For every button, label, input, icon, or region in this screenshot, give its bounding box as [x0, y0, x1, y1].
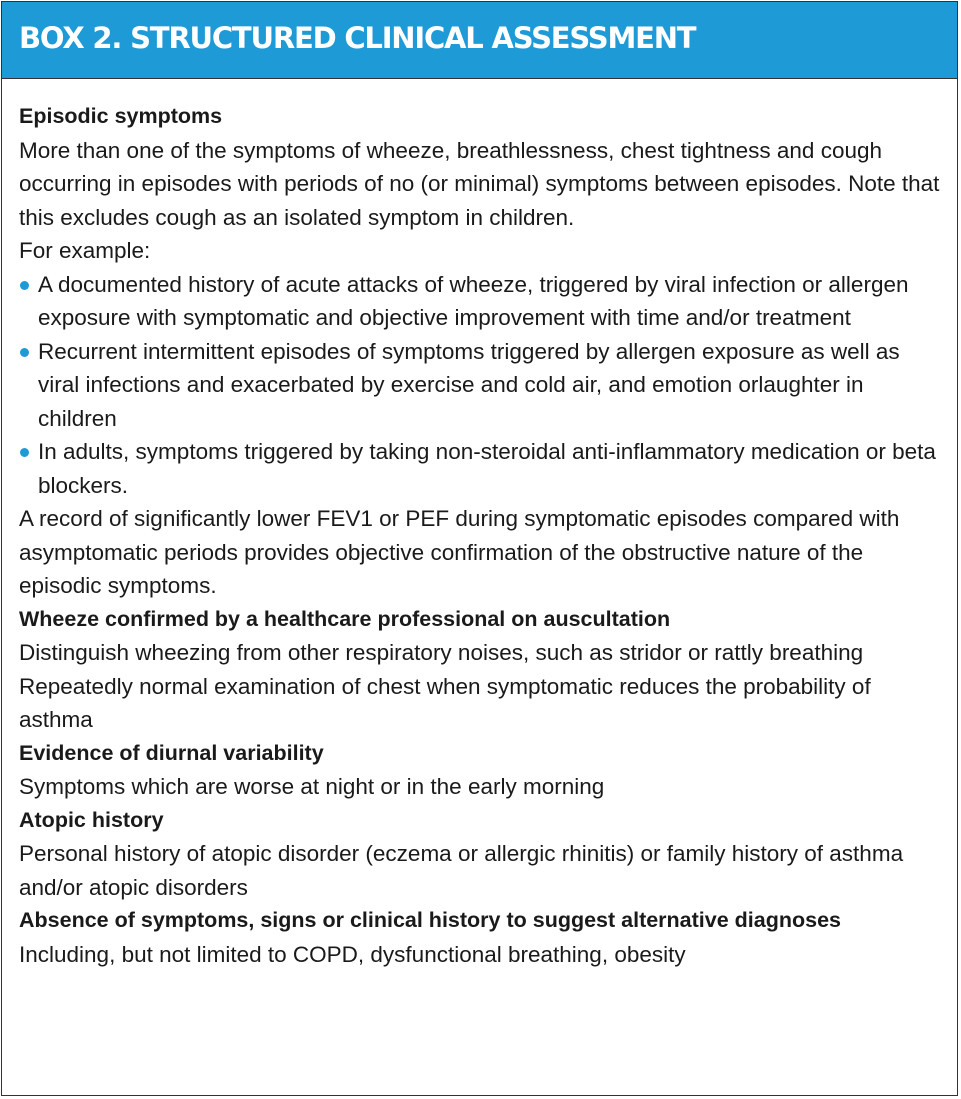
episodic-description: More than one of the symptoms of wheeze, breathlessness, chest tightness and cough occurring in episodes with periods of no (or minimal) symptoms between episodes. Note that this excludes cough as an isolated symptom in children.: [19, 137, 940, 230]
absence-text: Including, but not limited to COPD, dysfunctional breathing, obesity: [19, 941, 686, 967]
example-intro: For example:: [19, 238, 151, 263]
episodic-heading: Episodic symptoms: [19, 104, 223, 128]
list-item-text: In adults, symptoms triggered by taking non-steroidal anti-inflammatory medication or beta blockers.: [38, 439, 936, 498]
box-header: [2, 2, 957, 79]
example-list: [19, 268, 943, 503]
list-item: [19, 435, 943, 502]
atopic-heading: Atopic history: [19, 807, 164, 832]
atopic-text: Personal history of atopic disorder (eczema or allergic rhinitis) or family history of asthma and/or atopic disorders: [19, 841, 904, 900]
wheeze-line: Distinguish wheezing from other respiratory noises, such as stridor or rattly breathing: [19, 640, 864, 665]
bullet-dot-icon: [20, 281, 29, 290]
list-item: [19, 335, 943, 436]
list-item-text: Recurrent intermittent episodes of symptoms triggered by allergen exposure as well as viral infections and exacerbated by exercise and cold air, and emotion orlaughter in children: [38, 338, 900, 431]
list-item-text: A documented history of acute attacks of wheeze, triggered by viral infection or allergen exposure with symptomatic and objective improvement with time and/or treatment: [38, 271, 909, 330]
diurnal-text: Symptoms which are worse at night or in the early morning: [19, 774, 605, 799]
diurnal-heading: Evidence of diurnal variability: [19, 740, 324, 765]
absence-heading: Absence of symptoms, signs or clinical history to suggest alternative diagnoses: [19, 908, 841, 932]
wheeze-line: Repeatedly normal examination of chest when symptomatic reduces the probability of asthma: [19, 673, 871, 732]
box-title: BOX 2. STRUCTURED CLINICAL ASSESSMENT: [19, 20, 696, 55]
record-note: A record of significantly lower FEV1 or PEF during symptomatic episodes compared with asymptomatic periods provides objective confirmation of the obstructive nature of the episodic symptoms.: [19, 506, 900, 598]
bullet-dot-icon: [20, 348, 29, 357]
list-item: [19, 268, 943, 335]
bullet-dot-icon: [20, 448, 29, 457]
wheeze-heading: Wheeze confirmed by a healthcare professional on auscultation: [19, 606, 671, 631]
clinical-assessment-box: [1, 1, 958, 1096]
box-body: [2, 79, 957, 971]
